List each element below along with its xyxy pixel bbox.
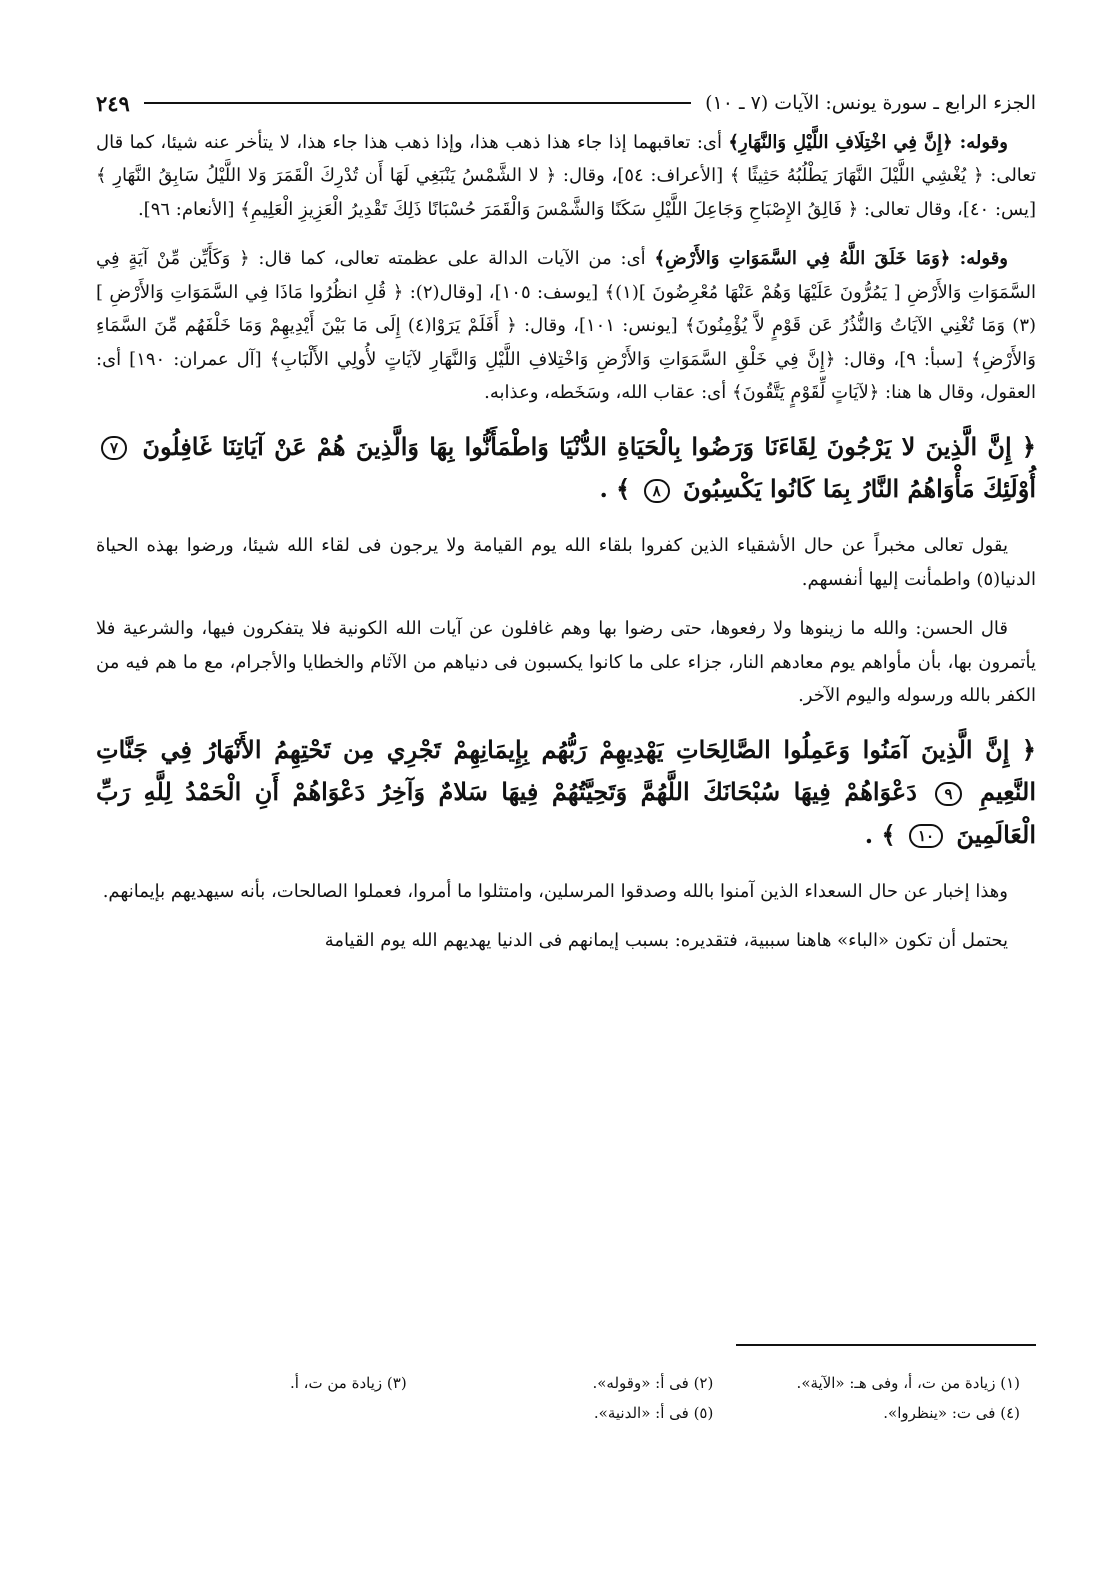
footnotes: [100, 1368, 1020, 1428]
quoted-verse: وقوله: ﴿وَمَا خَلَقَ اللَّهُ فِي السَّمَوَاتِ وَالأَرْضِ﴾: [654, 248, 1009, 270]
ayah-number-marker: ٨: [644, 479, 670, 503]
footnote: (٢) فى أ: «وقوله».: [592, 1374, 714, 1392]
commentary-paragraph: [96, 875, 1036, 908]
paragraph-text: أى: تعاقبهما إذا جاء هذا ذهب هذا، وإذا ذهب هذا جاء هذا، لا يتأخر عنه شيئا، كما قال تعالى: ﴿ يُغْشِي اللَّيْلَ النَّهَارَ يَطْلُبُهُ حَثِيثًا ﴾ [الأعراف: ٥٤]، وقال: ﴿ لا الشَّمْسُ يَنْبَغِي لَهَا أَن تُدْرِكَ الْقَمَرَ وَلا اللَّيْلُ سَابِقُ النَّهَارِ ﴾ [يس: ٤٠]، وقال تعالى: ﴿ فَالِقُ الإِصْبَاحِ وَجَاعِلَ اللَّيْلِ سَكَنًا وَالشَّمْسَ وَالْقَمَرَ حُسْبَانًا ذَلِكَ تَقْدِيرُ الْعَزِيزِ الْعَلِيمِ﴾ [الأنعام: ٩٦].: [96, 132, 1036, 220]
commentary-paragraph: [96, 242, 1036, 409]
paragraph-text: يحتمل أن تكون «الباء» هاهنا سببية، فتقديره: بسبب إيمانهم فى الدنيا يهديهم الله يوم القيامة: [324, 930, 1008, 952]
ayah-number-marker: ١٠: [909, 824, 943, 848]
running-header: [96, 86, 1036, 120]
paragraph-text: وهذا إخبار عن حال السعداء الذين آمنوا بالله وصدقوا المرسلين، وامتثلوا ما أمروا، فعملوا الصالحات، بأنه سيهديهم بإيمانهم.: [102, 880, 1008, 902]
footnote: (٥) فى أ: «الدنية».: [593, 1404, 714, 1422]
paragraph-text: يقول تعالى مخبراً عن حال الأشقياء الذين كفروا بلقاء الله يوم القيامة ولا يرجون فى لقاء الله شيئا، ورضوا بهذه الحياة الدنيا(٥) واطمأنت إليها أنفسهم.: [96, 535, 1036, 590]
footnote: (٣) زيادة من ت، أ.: [289, 1374, 407, 1392]
quoted-verse: وقوله: ﴿إِنَّ فِي اخْتِلَافِ اللَّيْلِ وَالنَّهَارِ﴾: [728, 132, 1008, 153]
paragraph-text: أى: من الآيات الدالة على عظمته تعالى، كما قال: ﴿ وَكَأَيِّن مِّنْ آيَةٍ فِي السَّمَوَاتِ وَالأَرْضِ [ يَمُرُّونَ عَلَيْهَا وَهُمْ عَنْهَا مُعْرِضُونَ ](١)﴾ [يوسف: ١٠٥]، [وقال(٢): ﴿ قُلِ انظُرُوا مَاذَا فِي السَّمَوَاتِ وَالأَرْضِ ](٣) وَمَا تُغْنِي الآيَاتُ وَالنُّذُرُ عَن قَوْمٍ لاَّ يُؤْمِنُونَ﴾ [يونس: ١٠١]، وقال: ﴿ أَفَلَمْ يَرَوْا(٤) إِلَى مَا بَيْنَ أَيْدِيهِمْ وَمَا خَلْفَهُم مِّنَ السَّمَاءِ وَالأَرْضِ﴾ [سبأ: ٩]، وقال: ﴿إِنَّ فِي خَلْقِ السَّمَوَاتِ وَالأَرْضِ وَاخْتِلافِ اللَّيْلِ وَالنَّهَارِ لآيَاتٍ لأُولِي الأَلْبَابِ﴾ [آل عمران: ١٩٠] أى: العقول، وقال ها هنا: ﴿لآيَاتٍ لِّقَوْمٍ يَتَّقُونَ﴾ أى: عقاب الله، وسَخَطه، وعذابه.: [96, 248, 1037, 404]
verse-text: ﴿ إِنَّ الَّذِينَ لا يَرْجُونَ لِقَاءَنَا وَرَضُوا بِالْحَيَاةِ الدُّنْيَا وَاطْمَأَنُّوا بِهَا وَالَّذِينَ هُمْ عَنْ آيَاتِنَا غَافِلُونَ: [142, 431, 1036, 461]
ayah-number-marker: ٩: [935, 782, 961, 806]
commentary-paragraph: [96, 126, 1036, 226]
paragraph-text: قال الحسن: والله ما زينوها ولا رفعوها، حتى رضوا بها وهم غافلون عن آيات الله الكونية فلا يتفكرون فيها، والشرعية فلا يأتمرون بها، بأن مأواهم يوم معادهم النار، جزاء على ما كانوا يكسبون فى دنياهم من الآثام والخطايا والأجرام، مع ما هم فيه من الكفر بالله ورسوله واليوم الآخر.: [96, 618, 1036, 707]
footnote: (١) زيادة من ت، أ، وفى هـ: «الآية».: [796, 1374, 1020, 1392]
verse-end-bracket: ﴾ .: [864, 819, 896, 849]
footnote-separator: [736, 1344, 1036, 1346]
commentary-paragraph: [96, 924, 1036, 957]
header-rule: [144, 102, 691, 104]
verse-text: ﴿ إِنَّ الَّذِينَ آمَنُوا وَعَمِلُوا الصَّالِحَاتِ يَهْدِيهِمْ رَبُّهُم بِإِيمَانِهِمْ تَجْرِي مِن تَحْتِهِمُ الأَنْهَارُ فِي جَنَّاتِ النَّعِيمِ: [96, 734, 1037, 807]
commentary-paragraph: [96, 612, 1036, 712]
header-title: الجزء الرابع ـ سورة يونس: الآيات (٧ ـ ١٠): [705, 92, 1036, 114]
commentary-paragraph: [96, 529, 1036, 596]
verse-text: دَعْوَاهُمْ فِيهَا سُبْحَانَكَ اللَّهُمَّ وَتَحِيَّتُهُمْ فِيهَا سَلامٌ وَآخِرُ دَعْوَاهُمْ أَنِ الْحَمْدُ لِلَّهِ رَبِّ الْعَالَمِينَ: [96, 777, 1036, 849]
quran-verse-block: [96, 729, 1036, 857]
ayah-number-marker: ٧: [101, 436, 127, 460]
footnote: (٤) فى ت: «ينظروا».: [883, 1404, 1020, 1422]
quran-verse-block: [96, 426, 1036, 511]
verse-end-bracket: ﴾ .: [599, 474, 631, 504]
verse-text: أُوْلَئِكَ مَأْوَاهُمُ النَّارُ بِمَا كَانُوا يَكْسِبُونَ: [683, 474, 1036, 504]
page-number: ٢٤٩: [96, 90, 130, 116]
